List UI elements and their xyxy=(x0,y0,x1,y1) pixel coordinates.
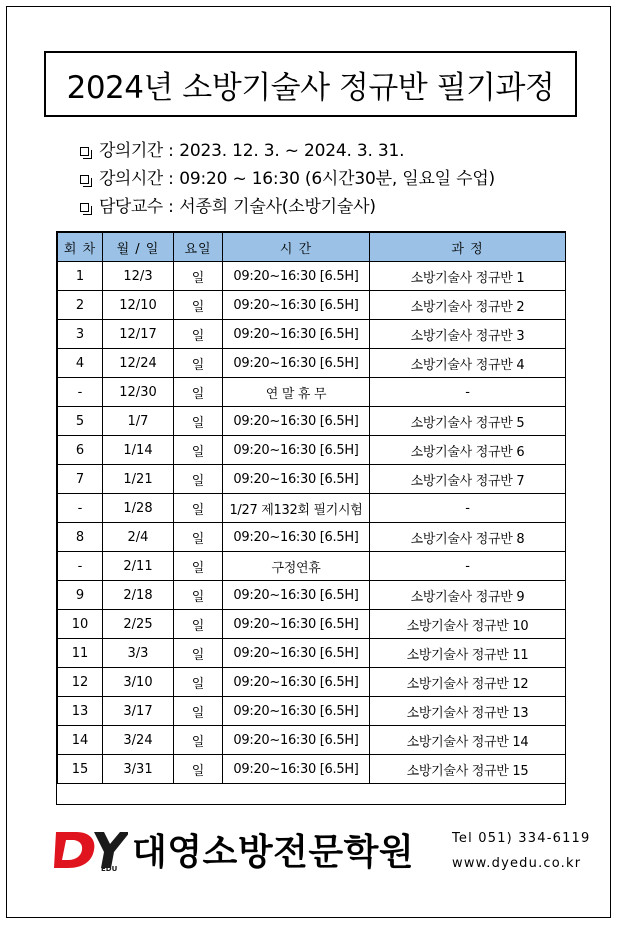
info-value: 서종희 기술사(소방기술사) xyxy=(179,196,376,217)
cell-course: 소방기술사 정규반 11 xyxy=(370,639,566,668)
website-url: www.dyedu.co.kr xyxy=(452,856,582,871)
table-row xyxy=(58,697,566,726)
cell-time: 09:20~16:30 [6.5H] xyxy=(223,465,370,494)
cell-session: - xyxy=(58,378,103,407)
cell-session: 14 xyxy=(58,726,103,755)
cell-course: - xyxy=(370,494,566,523)
page-title: 2024년 소방기술사 정규반 필기과정 xyxy=(44,51,577,117)
cell-session: 9 xyxy=(58,581,103,610)
cell-course: 소방기술사 정규반 3 xyxy=(370,320,566,349)
cell-course: 소방기술사 정규반 7 xyxy=(370,465,566,494)
cell-day: 일 xyxy=(174,755,223,784)
cell-session: 4 xyxy=(58,349,103,378)
table-row xyxy=(58,291,566,320)
cell-time: 09:20~16:30 [6.5H] xyxy=(223,407,370,436)
cell-session: 11 xyxy=(58,639,103,668)
cell-course: 소방기술사 정규반 15 xyxy=(370,755,566,784)
cell-date: 1/14 xyxy=(103,436,174,465)
cell-session: 15 xyxy=(58,755,103,784)
cell-course: 소방기술사 정규반 6 xyxy=(370,436,566,465)
cell-day: 일 xyxy=(174,494,223,523)
info-separator: : xyxy=(162,168,180,189)
phone-number: Tel 051) 334-6119 xyxy=(452,831,591,846)
cell-date: 2/11 xyxy=(103,552,174,581)
table-row xyxy=(58,581,566,610)
info-label: 강의기간 xyxy=(99,140,163,161)
cell-course: 소방기술사 정규반 14 xyxy=(370,726,566,755)
cell-date: 1/21 xyxy=(103,465,174,494)
cell-session: 8 xyxy=(58,523,103,552)
cell-time: 09:20~16:30 [6.5H] xyxy=(223,610,370,639)
info-separator: : xyxy=(162,196,180,217)
cell-date: 3/17 xyxy=(103,697,174,726)
table-header-row xyxy=(58,233,566,262)
checkbox-bullet-icon xyxy=(80,175,89,184)
cell-session: 3 xyxy=(58,320,103,349)
cell-time: 09:20~16:30 [6.5H] xyxy=(223,320,370,349)
table-row xyxy=(58,610,566,639)
table-row xyxy=(58,639,566,668)
cell-time: 연 말 휴 무 xyxy=(223,378,370,407)
cell-date: 3/3 xyxy=(103,639,174,668)
cell-day: 일 xyxy=(174,726,223,755)
cell-date: 12/10 xyxy=(103,291,174,320)
cell-course: 소방기술사 정규반 9 xyxy=(370,581,566,610)
table-row xyxy=(58,668,566,697)
cell-date: 1/28 xyxy=(103,494,174,523)
column-header-session: 회 차 xyxy=(58,233,103,262)
table-row xyxy=(58,465,566,494)
contact-info xyxy=(452,826,590,876)
cell-time: 09:20~16:30 [6.5H] xyxy=(223,436,370,465)
table-row xyxy=(58,320,566,349)
cell-time: 09:20~16:30 [6.5H] xyxy=(223,291,370,320)
cell-course: 소방기술사 정규반 1 xyxy=(370,262,566,291)
cell-day: 일 xyxy=(174,291,223,320)
cell-date: 12/3 xyxy=(103,262,174,291)
cell-day: 일 xyxy=(174,697,223,726)
table-row xyxy=(58,378,566,407)
table-row xyxy=(58,494,566,523)
cell-time: 09:20~16:30 [6.5H] xyxy=(223,726,370,755)
cell-session: 2 xyxy=(58,291,103,320)
cell-course: 소방기술사 정규반 10 xyxy=(370,610,566,639)
cell-day: 일 xyxy=(174,349,223,378)
cell-date: 2/25 xyxy=(103,610,174,639)
cell-date: 2/4 xyxy=(103,523,174,552)
cell-day: 일 xyxy=(174,668,223,697)
cell-course: 소방기술사 정규반 8 xyxy=(370,523,566,552)
cell-date: 1/7 xyxy=(103,407,174,436)
cell-day: 일 xyxy=(174,610,223,639)
dy-edu-logo-icon xyxy=(54,826,128,872)
cell-time: 09:20~16:30 [6.5H] xyxy=(223,262,370,291)
cell-course: 소방기술사 정규반 13 xyxy=(370,697,566,726)
cell-session: 1 xyxy=(58,262,103,291)
schedule-table xyxy=(57,232,566,784)
cell-time: 09:20~16:30 [6.5H] xyxy=(223,755,370,784)
cell-time: 09:20~16:30 [6.5H] xyxy=(223,639,370,668)
cell-course: 소방기술사 정규반 5 xyxy=(370,407,566,436)
table-row xyxy=(58,407,566,436)
cell-time: 09:20~16:30 [6.5H] xyxy=(223,523,370,552)
cell-day: 일 xyxy=(174,378,223,407)
cell-course: - xyxy=(370,378,566,407)
cell-session: 5 xyxy=(58,407,103,436)
table-row xyxy=(58,552,566,581)
info-row-professor xyxy=(80,193,495,221)
cell-course: 소방기술사 정규반 4 xyxy=(370,349,566,378)
cell-course: 소방기술사 정규반 12 xyxy=(370,668,566,697)
column-header-course: 과 정 xyxy=(370,233,566,262)
cell-day: 일 xyxy=(174,523,223,552)
checkbox-bullet-icon xyxy=(80,203,89,212)
info-label: 강의시간 xyxy=(99,168,163,189)
cell-day: 일 xyxy=(174,639,223,668)
table-row xyxy=(58,726,566,755)
cell-date: 3/10 xyxy=(103,668,174,697)
info-value: 2023. 12. 3. ~ 2024. 3. 31. xyxy=(179,140,405,161)
cell-date: 12/24 xyxy=(103,349,174,378)
cell-session: 13 xyxy=(58,697,103,726)
info-row-hours xyxy=(80,165,495,193)
cell-date: 12/30 xyxy=(103,378,174,407)
cell-date: 12/17 xyxy=(103,320,174,349)
cell-time: 09:20~16:30 [6.5H] xyxy=(223,697,370,726)
cell-date: 2/18 xyxy=(103,581,174,610)
table-row xyxy=(58,436,566,465)
column-header-day: 요일 xyxy=(174,233,223,262)
table-row xyxy=(58,523,566,552)
cell-session: 7 xyxy=(58,465,103,494)
cell-session: 10 xyxy=(58,610,103,639)
cell-day: 일 xyxy=(174,320,223,349)
cell-time: 구정연휴 xyxy=(223,552,370,581)
school-name: 대영소방전문학원 xyxy=(132,832,415,873)
cell-session: - xyxy=(58,552,103,581)
cell-day: 일 xyxy=(174,262,223,291)
cell-day: 일 xyxy=(174,552,223,581)
cell-day: 일 xyxy=(174,465,223,494)
table-row xyxy=(58,349,566,378)
cell-course: 소방기술사 정규반 2 xyxy=(370,291,566,320)
cell-date: 3/24 xyxy=(103,726,174,755)
info-label: 담당교수 xyxy=(99,196,163,217)
cell-day: 일 xyxy=(174,436,223,465)
checkbox-bullet-icon xyxy=(80,147,89,156)
info-separator: : xyxy=(162,140,180,161)
table-row xyxy=(58,262,566,291)
cell-time: 09:20~16:30 [6.5H] xyxy=(223,668,370,697)
column-header-date: 월 / 일 xyxy=(103,233,174,262)
cell-day: 일 xyxy=(174,407,223,436)
schedule-body xyxy=(58,262,566,784)
cell-time: 09:20~16:30 [6.5H] xyxy=(223,349,370,378)
cell-day: 일 xyxy=(174,581,223,610)
info-row-period xyxy=(80,137,495,165)
svg-text:EDU: EDU xyxy=(101,865,118,872)
cell-course: - xyxy=(370,552,566,581)
cell-session: 6 xyxy=(58,436,103,465)
cell-date: 3/31 xyxy=(103,755,174,784)
table-row xyxy=(58,755,566,784)
cell-time: 09:20~16:30 [6.5H] xyxy=(223,581,370,610)
course-info xyxy=(80,137,495,221)
column-header-time: 시 간 xyxy=(223,233,370,262)
cell-time: 1/27 제132회 필기시험 xyxy=(223,494,370,523)
cell-session: - xyxy=(58,494,103,523)
cell-session: 12 xyxy=(58,668,103,697)
info-value: 09:20 ~ 16:30 (6시간30분, 일요일 수업) xyxy=(179,168,495,189)
